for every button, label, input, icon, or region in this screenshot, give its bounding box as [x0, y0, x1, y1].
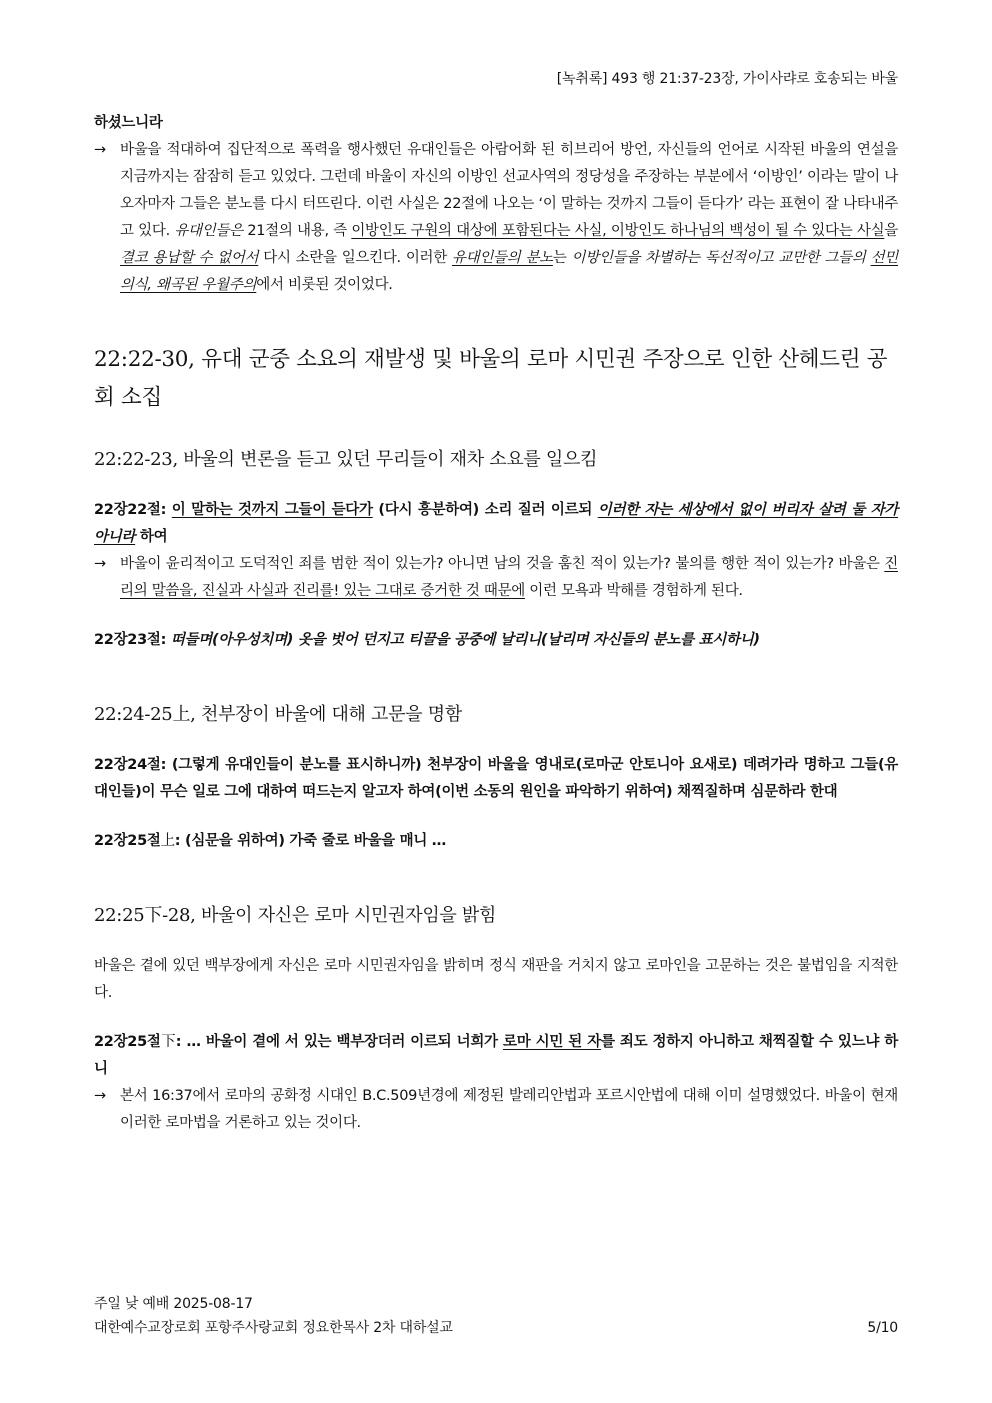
text-run: 하여 [135, 529, 168, 545]
text-run: 본서 16:37에서 로마의 공화정 시대인 B.C.509년경에 제정된 발레리안법과 포르시안법에 대해 이미 설명했었다. 바울이 현재 이러한 로마법을 거론하고 있는 것이다. [120, 1088, 898, 1131]
page-footer [94, 1292, 898, 1340]
footer-date: 주일 낮 예배 2025-08-17 [94, 1296, 253, 1312]
text-run: (그렇게 유대인들이 분노를 표시하니까) 천부장이 바울을 영내로(로마군 안토니아 요새로) 데려가라 명하고 그들(유대인들)이 무슨 일로 그에 대하여 떠드는지 알고자 하여(이번 소동의 원인을 파악하기 위하여) 채찍질하며 심문하라 한대 [94, 757, 898, 800]
text-run: 에서 비롯된 것이었다. [256, 277, 393, 293]
text-run: 이방인들을 차별하는 독선적이고 교만한 그들의 [571, 250, 871, 266]
text-run: : … 바울이 곁에 서 있는 백부장더러 이르되 너희가 [175, 1034, 503, 1050]
verse-22-25a [94, 828, 898, 855]
verse-tail: 하셨느니라 [94, 115, 163, 131]
text-run: : (심문을 위하여) 가죽 줄로 바울을 매니 … [174, 833, 446, 849]
commentary-paragraph-3 [94, 1083, 898, 1137]
text-run: 이런 모욕과 박해를 경험하게 된다. [524, 583, 743, 599]
subsection-heading: 22:22-23, 바울의 변론을 듣고 있던 무리들이 재차 소요를 일으킴 [94, 449, 598, 470]
footer-row [94, 1316, 898, 1340]
arrow-icon: → [94, 556, 106, 572]
text-run: 진리의 말씀을, 진실과 사실과 진리를! 있는 그대로 증거한 것 때문에 [120, 556, 898, 599]
verse-22-23 [94, 627, 898, 654]
commentary-paragraph-1 [94, 137, 898, 299]
text-run: (다시 흥분하여) 소리 질러 이르되 [372, 502, 598, 518]
commentary-paragraph-2 [94, 551, 898, 605]
verse-label: 22장25절 [94, 833, 161, 849]
text-run: 바울을 적대하여 집단적으로 폭력을 행사했던 유대인들은 아람어화 된 히브리어 방언, 자신들의 언어로 시작된 바울의 연설을 지금까지는 잠잠히 듣고 있었다. 그런데 바울이 자신의 이방인 선교사역의 정당성을 주장하는 부분에서 ‘이방인’ 이라는 말이 나오자마자 그들은 분노를 다시 터뜨린다. 이런 사실은 22절에 나오는 ‘이 말하는 것까지 그들이 듣다가’ 라는 표현이 잘 나타내주고 있다. [120, 142, 898, 239]
verse-22-24 [94, 752, 898, 806]
text-run: 유대인들은 [174, 223, 243, 239]
text-run: 21절의 내용, 즉 [242, 223, 352, 239]
arrow-icon: → [94, 1088, 106, 1104]
page-number: 5/10 [867, 1320, 898, 1336]
text-run: 다시 소란을 일으킨다. 이러한 [258, 250, 452, 266]
text-run: 바울이 윤리적이고 도덕적인 죄를 범한 적이 있는가? 아니면 남의 것을 훔친 적이 있는가? 불의를 행한 적이 있는가? 바울은 [120, 556, 885, 572]
verse-label-mark: 上 [160, 833, 175, 849]
running-header: [녹취록] 493 행 21:37-23장, 가이사랴로 호송되는 바울 [556, 71, 898, 87]
text-run: 결코 용납할 수 없어서 [120, 250, 259, 266]
text-run: 로마 시민 된 자 [502, 1034, 601, 1050]
text-run: 는 [552, 250, 572, 266]
verse-label: 22장22절: [94, 502, 172, 518]
verse-22-22 [94, 497, 898, 551]
subsection-heading: 22:25下-28, 바울이 자신은 로마 시민권자임을 밝힘 [94, 905, 497, 926]
verse-label: 22장23절: [94, 632, 171, 648]
arrow-icon: → [94, 142, 106, 158]
verse-22-25b [94, 1029, 898, 1083]
subsection-heading: 22:24-25上, 천부장이 바울에 대해 고문을 명함 [94, 704, 462, 725]
verse-label: 22장25절 [94, 1034, 161, 1050]
text-run: 떠들며(아우성치며) 옷을 벗어 던지고 티끌을 공중에 날리니(날리며 자신들의 분노를 표시하니) [170, 632, 760, 648]
text-run: 선민의식, 왜곡된 우월주의 [120, 250, 898, 293]
text-run: 이 말하는 것까지 그들이 듣다가 [171, 502, 373, 518]
text-run: 이방인도 구원의 대상에 포함된다는 사실, 이방인도 하나님의 백성이 될 수 있다는 사실 [351, 223, 885, 239]
footer-church: 대한예수교장로회 포항주사랑교회 정요한목사 2차 대하설교 [94, 1320, 453, 1336]
body-paragraph: 바울은 곁에 있던 백부장에게 자신은 로마 시민권자임을 밝히며 정식 재판을 거치지 않고 로마인을 고문하는 것은 불법임을 지적한다. [94, 958, 898, 1001]
text-run: 을 [884, 223, 898, 239]
verse-label-mark: 下 [160, 1034, 176, 1050]
text-run: 이러한 자는 세상에서 없이 버리자 살려 둘 자가 아니라 [94, 502, 899, 545]
text-run: 유대인들의 분노 [451, 250, 553, 266]
verse-label: 22장24절: [94, 757, 172, 773]
text-run: 를 죄도 정하지 아니하고 채찍질할 수 있느냐 하니 [94, 1034, 898, 1077]
page-content [94, 110, 898, 1137]
section-heading: 22:22-30, 유대 군중 소요의 재발생 및 바울의 로마 시민권 주장으로 인한 산헤드린 공회 소집 [94, 347, 888, 410]
